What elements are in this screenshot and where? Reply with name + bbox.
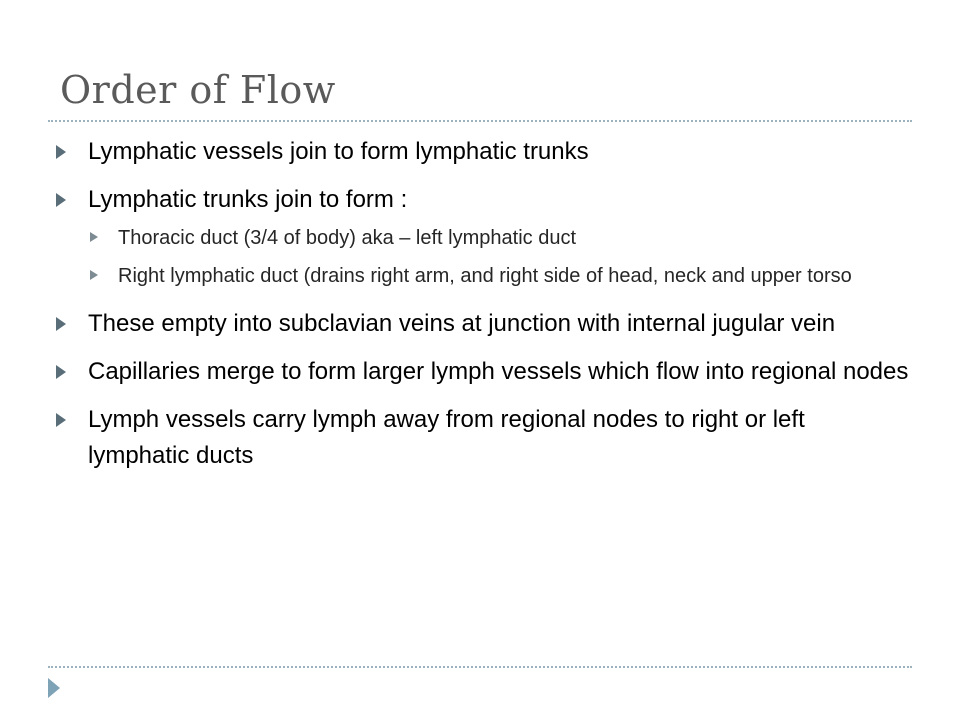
sub-bullet-item — [78, 260, 912, 292]
title-divider — [48, 120, 912, 122]
bullet-text: Capillaries merge to form larger lymph vessels which flow into regional nodes — [88, 358, 909, 385]
bullet-item — [48, 182, 912, 218]
sub-bullet-item — [78, 222, 912, 254]
bullet-item — [48, 354, 912, 390]
sub-bullet-text: Thoracic duct (3/4 of body) aka – left lymphatic duct — [118, 227, 576, 249]
bullet-arrow-icon — [56, 365, 66, 379]
footer-divider — [48, 666, 912, 668]
bullet-arrow-icon — [56, 413, 66, 427]
corner-triangle-icon — [48, 678, 60, 698]
sub-bullet-arrow-icon — [90, 270, 98, 280]
bullet-text: Lymphatic vessels join to form lymphatic trunks — [88, 138, 589, 165]
bullet-item — [48, 306, 912, 342]
sub-bullet-arrow-icon — [90, 232, 98, 242]
bullet-text: Lymph vessels carry lymph away from regional nodes to right or left lymphatic ducts — [88, 406, 805, 469]
slide-title: Order of Flow — [60, 68, 336, 112]
bullet-arrow-icon — [56, 317, 66, 331]
bullet-arrow-icon — [56, 145, 66, 159]
bullet-item — [48, 402, 912, 474]
bullet-item — [48, 134, 912, 170]
bullet-text: These empty into subclavian veins at junction with internal jugular vein — [88, 310, 836, 337]
bullet-arrow-icon — [56, 193, 66, 207]
bullet-list — [48, 134, 912, 486]
bullet-text: Lymphatic trunks join to form : — [88, 186, 408, 213]
sub-bullet-text: Right lymphatic duct (drains right arm, and right side of head, neck and upper torso — [118, 265, 852, 287]
